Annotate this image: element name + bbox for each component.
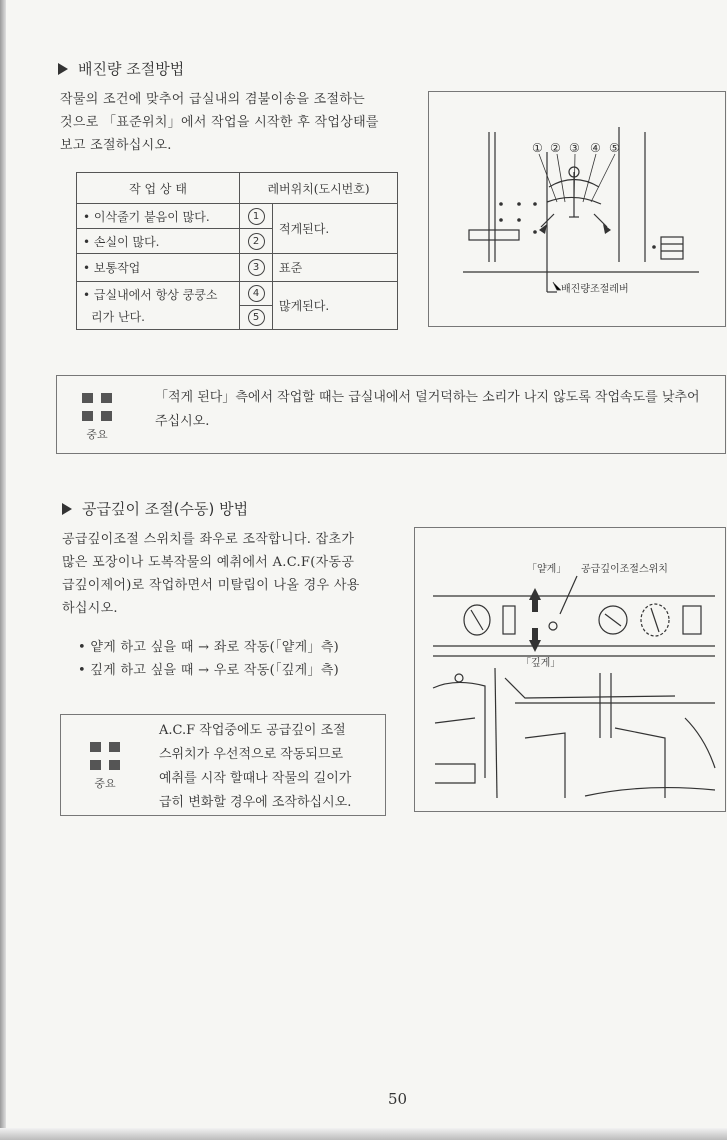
- lever-diagram-svg: [429, 92, 725, 326]
- section1-heading-text: 배진량 조절방법: [78, 60, 185, 78]
- important-label: 중요: [86, 428, 108, 441]
- figure-label-3: ③: [569, 141, 580, 155]
- table-cell-state: • 이삭줄기 붙음이 많다.: [77, 204, 240, 229]
- table-cell-state: • 손실이 많다.: [77, 229, 240, 254]
- section1-heading: [58, 58, 184, 79]
- lever-position-table: [76, 172, 398, 330]
- scan-edge-bottom: [0, 1128, 727, 1140]
- important-note-2: [60, 714, 386, 816]
- figure-label-4: ④: [590, 141, 601, 155]
- bullet-item: • 얕게 하고 싶을 때 → 좌로 작동(「얕게」측): [78, 640, 340, 655]
- scan-edge-left: [0, 0, 6, 1140]
- page-number: 50: [388, 1090, 408, 1108]
- note2-text: A.C.F 작업중에도 공급깊이 조절 스위치가 우선적으로 작동되므로 예취를 시작 할때나 작물의 길이가 급히 변화할 경우에 조작하십시오.: [159, 723, 352, 810]
- important-note-1: [56, 375, 726, 454]
- lever-figure: [428, 91, 726, 327]
- section2-heading-text: 공급깊이 조절(수동) 방법: [82, 500, 249, 518]
- table-cell-state: • 급실내에서 항상 쿵쿵소 리가 난다.: [77, 282, 240, 330]
- shallow-label: 「얕게」: [527, 564, 567, 575]
- table-cell-result: 적게된다.: [273, 204, 398, 254]
- table-cell-num: 1: [240, 204, 273, 229]
- important-cross-icon: [89, 741, 121, 771]
- important-cross-icon: [81, 392, 113, 422]
- table-cell-num: 4: [240, 282, 273, 306]
- section2-heading: [62, 498, 248, 519]
- bullet-item: • 깊게 하고 싶을 때 → 우로 작동(「깊게」측): [78, 663, 340, 678]
- section1-para-line: 작물의 조건에 맞추어 급실내의 겸불이송을 조절하는: [60, 92, 366, 107]
- figure-label-2: ②: [550, 141, 561, 155]
- deep-label: 「깊게」: [521, 658, 561, 669]
- switch-label: 공급깊이조절스위치: [581, 564, 668, 575]
- table-cell-num: 3: [240, 254, 273, 282]
- note1-text: 「적게 된다」측에서 작업할 때는 급실내에서 덜거덕하는 소리가 나지 않도록 작업속도를 낮추어 주십시오.: [155, 390, 700, 429]
- section1-para-line: 보고 조절하십시오.: [60, 138, 172, 153]
- section1-para-line: 것으로 「표준위치」에서 작업을 시작한 후 작업상태를: [60, 115, 379, 130]
- table-header-state: 작 업 상 태: [77, 173, 240, 204]
- table-cell-result: 표준: [273, 254, 398, 282]
- lever-label: 배진량조절레버: [561, 284, 629, 295]
- switch-figure: [414, 527, 726, 812]
- figure-label-1: ①: [532, 141, 543, 155]
- table-cell-result: 많게된다.: [273, 282, 398, 330]
- table-cell-num: 2: [240, 229, 273, 254]
- table-cell-num: 5: [240, 306, 273, 330]
- switch-diagram-svg: [415, 528, 725, 811]
- table-cell-state: • 보통작업: [77, 254, 240, 282]
- important-label: 중요: [94, 777, 116, 790]
- section2-bullets: [78, 636, 408, 682]
- table-header-lever: 레버위치(도시번호): [240, 173, 398, 204]
- triangle-bullet-icon: [58, 63, 68, 75]
- triangle-bullet-icon: [62, 503, 72, 515]
- section2-paragraph: 공급깊이조절 스위치를 좌우로 조작합니다. 잡초가 많은 포장이나 도복작물의 예취에서 A.C.F(자동공 급깊이제어)로 작업하면서 미탈립이 나올 경우 사용 하십시오.: [62, 532, 360, 616]
- figure-label-5: ⑤: [609, 141, 620, 155]
- section1-paragraph: [60, 88, 410, 157]
